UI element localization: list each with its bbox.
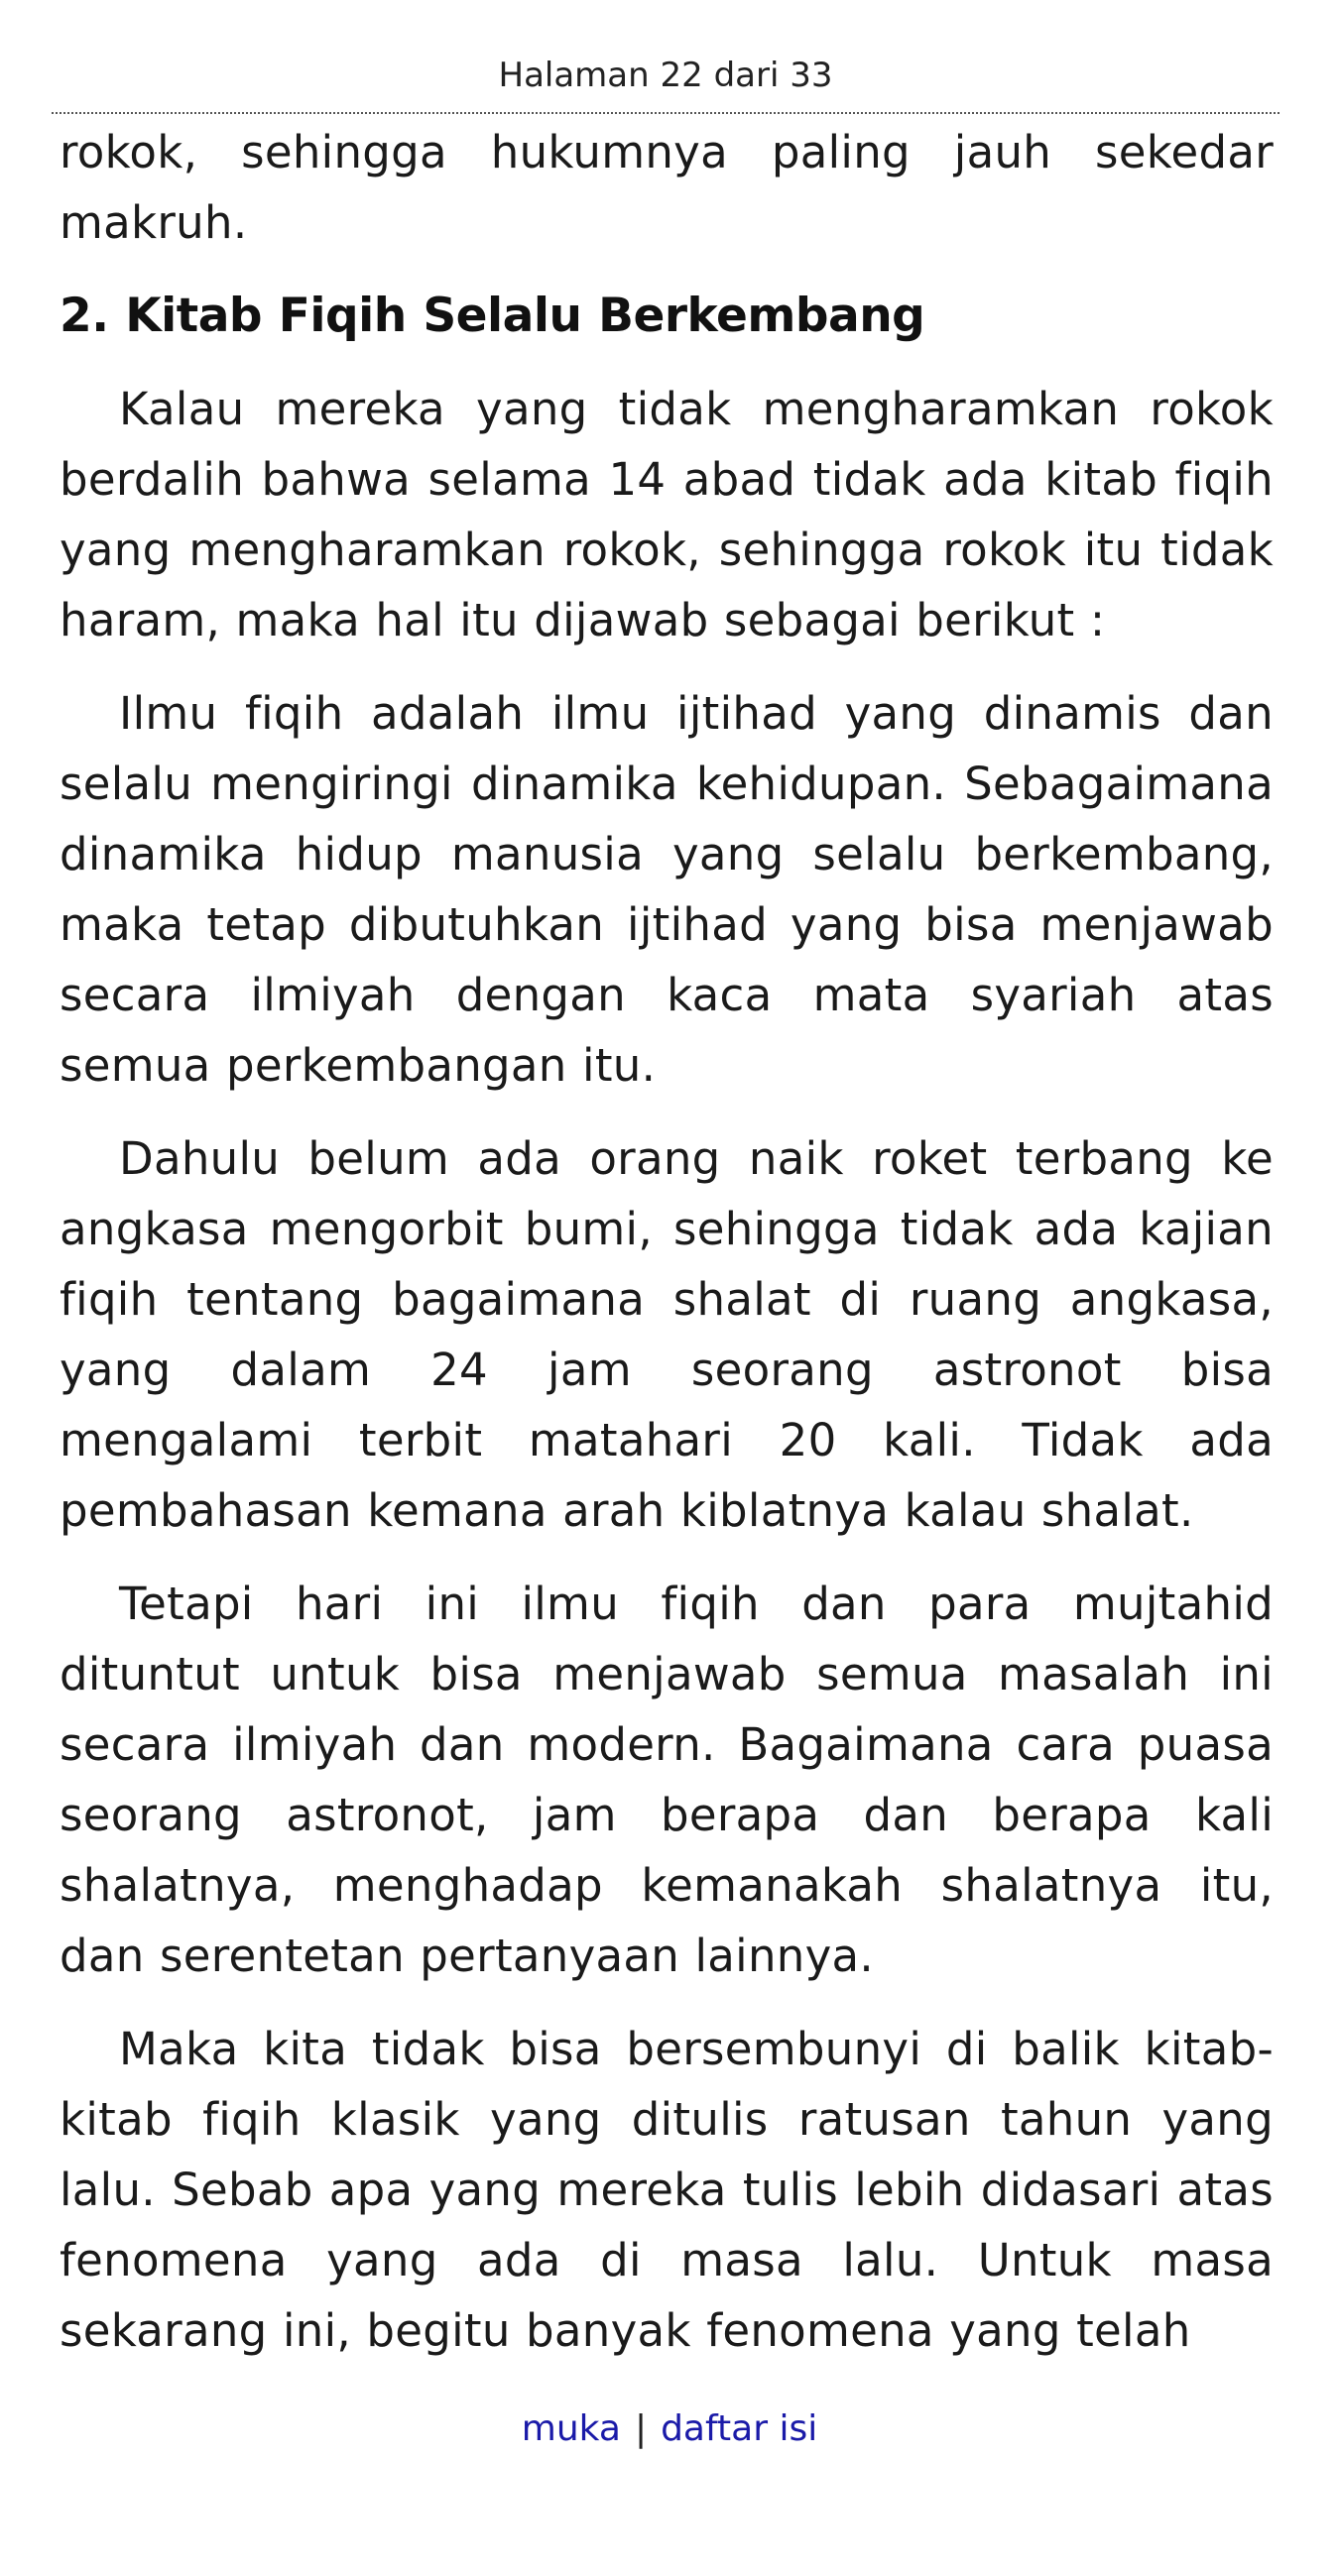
footer-navigation <box>0 2407 1339 2451</box>
front-page-link[interactable]: muka <box>521 2408 621 2449</box>
header-divider <box>52 112 1279 114</box>
table-of-contents-link[interactable]: daftar isi <box>661 2408 818 2449</box>
link-separator: | <box>634 2408 648 2449</box>
page-indicator: Halaman 22 dari 33 <box>498 56 833 95</box>
body-paragraph: Dahulu belum ada orang naik roket terbang ke angkasa mengorbit bumi, sehingga tidak ada kajian fiqih tentang bagaimana shalat di ruang angkasa, yang dalam 24 jam seorang astronot bisa mengalami terbit matahari 20 kali. Tidak ada pembahasan kemana arah kiblatnya kalau shalat. <box>60 1132 1274 1537</box>
document-body <box>60 117 1274 2389</box>
body-paragraph: Maka kita tidak bisa bersembunyi di balik kitab-kitab fiqih klasik yang ditulis ratusan tahun yang lalu. Sebab apa yang mereka tulis lebih didasari atas fenomena yang ada di masa lalu. Untuk masa sekarang ini, begitu banyak fenomena yang telah <box>60 2023 1274 2357</box>
body-paragraph: Tetapi hari ini ilmu fiqih dan para mujtahid dituntut untuk bisa menjawab semua masalah ini secara ilmiyah dan modern. Bagaimana cara puasa seorang astronot, jam berapa dan berapa kali shalatnya, menghadap kemanakah shalatnya itu, dan serentetan pertanyaan lainnya. <box>60 1578 1274 1982</box>
continuation-paragraph: rokok, sehingga hukumnya paling jauh sekedar makruh. <box>60 126 1274 249</box>
body-paragraph: Kalau mereka yang tidak mengharamkan rokok berdalih bahwa selama 14 abad tidak ada kitab fiqih yang mengharamkan rokok, sehingga rokok itu tidak haram, maka hal itu dijawab sebagai berikut : <box>60 383 1274 646</box>
section-heading: 2. Kitab Fiqih Selalu Berkembang <box>60 289 925 343</box>
body-paragraph: Ilmu fiqih adalah ilmu ijtihad yang dinamis dan selalu mengiringi dinamika kehidupan. Sebagaimana dinamika hidup manusia yang selalu berkembang, maka tetap dibutuhkan ijtihad yang bisa menjawab secara ilmiyah dengan kaca mata syariah atas semua perkembangan itu. <box>60 687 1274 1092</box>
